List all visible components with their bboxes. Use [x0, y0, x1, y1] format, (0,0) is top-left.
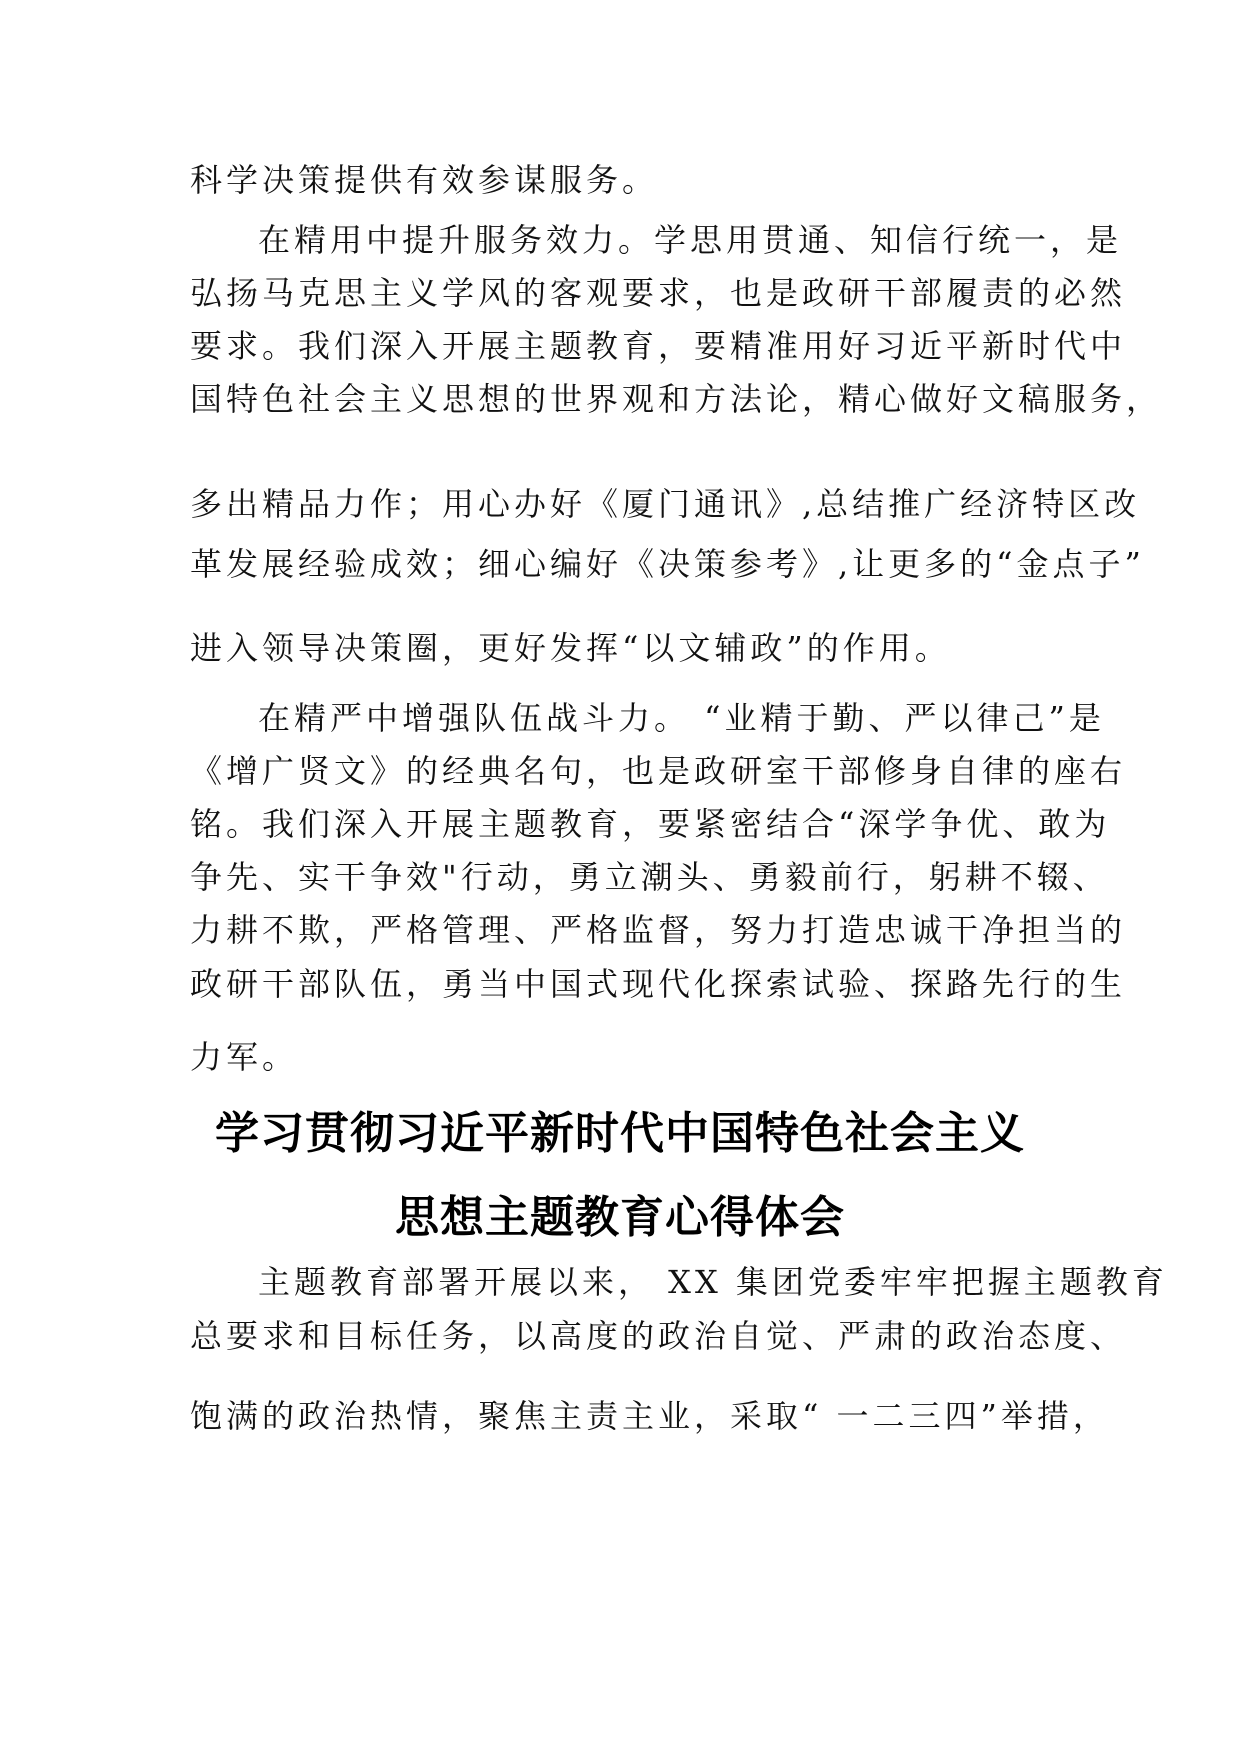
- body-text-line: 国特色社会主义思想的世界观和方法论，精心做好文稿服务，: [190, 380, 1163, 418]
- body-text-line: 总要求和目标任务，以高度的政治自觉、严肃的政治态度、: [190, 1317, 1127, 1355]
- body-text-line: 弘扬马克思主义学风的客观要求，也是政研干部履责的必然: [190, 274, 1127, 312]
- body-text-line: 《增广贤文》的经典名句，也是政研室干部修身自律的座右: [190, 752, 1127, 790]
- body-text-line: 政研干部队伍，勇当中国式现代化探索试验、探路先行的生: [190, 965, 1127, 1003]
- body-text-line: 革发展经验成效；细心编好《决策参考》,让更多的“金点子”: [190, 545, 1145, 583]
- body-text-line: 争先、实干争效"行动，勇立潮头、勇毅前行，躬耕不辍、: [190, 858, 1109, 896]
- paragraph-first-line: 在精用中提升服务效力。学思用贯通、知信行统一，是: [258, 221, 1123, 259]
- body-text-line: 力军。: [190, 1038, 299, 1076]
- paragraph-first-line: 在精严中增强队伍战斗力。 “业精于勤、严以律己”是: [258, 699, 1105, 737]
- body-text-line: 饱满的政治热情，聚焦主责主业，采取“ 一二三四”举措，: [190, 1397, 1109, 1435]
- body-text-line: 要求。我们深入开展主题教育，要精准用好习近平新时代中: [190, 327, 1127, 365]
- paragraph-first-line: 主题教育部署开展以来， XX 集团党委牢牢把握主题教育: [258, 1263, 1168, 1301]
- heading-line-1: 学习贯彻习近平新时代中国特色社会主义: [215, 1108, 1025, 1159]
- body-text-line: 多出精品力作；用心办好《厦门通讯》,总结推广经济特区改: [190, 485, 1141, 523]
- body-text-line: 科学决策提供有效参谋服务。: [190, 161, 659, 199]
- body-text-line: 力耕不欺，严格管理、严格监督，努力打造忠诚干净担当的: [190, 911, 1127, 949]
- heading-line-2: 思想主题教育心得体会: [395, 1192, 845, 1243]
- body-text-line: 进入领导决策圈，更好发挥“以文辅政”的作用。: [190, 629, 951, 667]
- body-text-line: 铭。我们深入开展主题教育，要紧密结合“深学争优、敢为: [190, 805, 1111, 843]
